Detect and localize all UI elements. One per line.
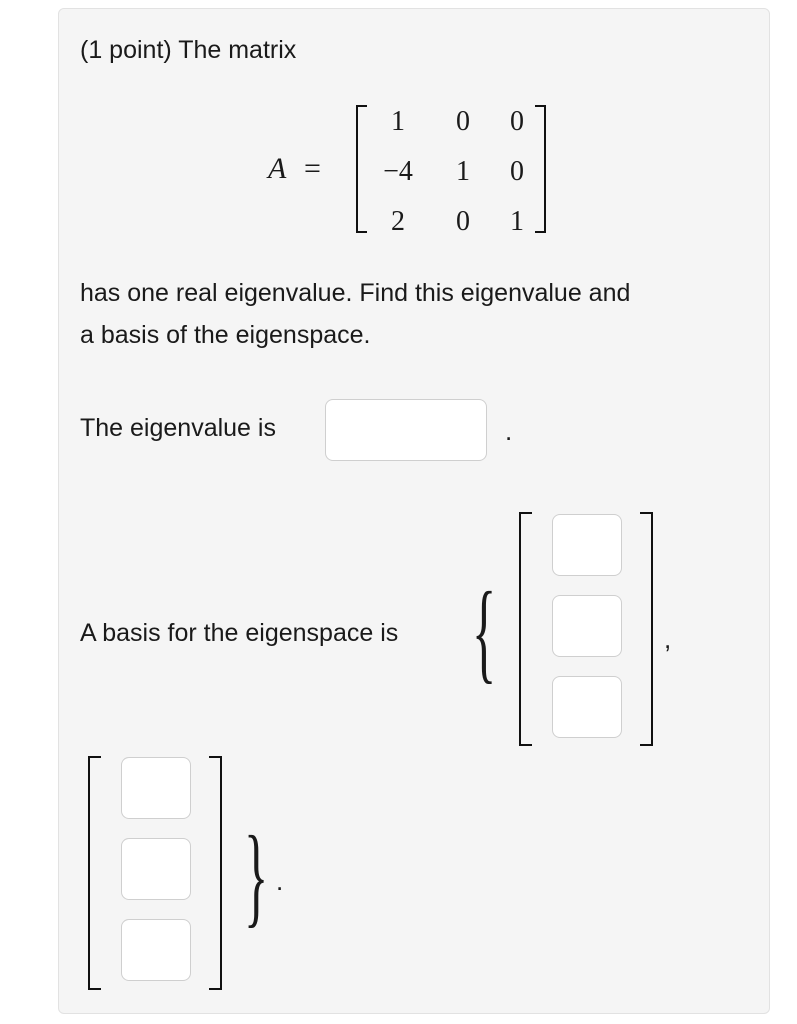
vector1-entry-3-input[interactable]: [552, 676, 622, 738]
basis-label: A basis for the eigenspace is: [80, 619, 399, 647]
vector1-entry-1-input[interactable]: [552, 514, 622, 576]
basis-separator: ,: [664, 624, 672, 654]
matrix-cell: −4: [383, 156, 413, 187]
eigenvalue-label: The eigenvalue is: [80, 414, 276, 442]
matrix-name: A: [268, 152, 287, 185]
basis-period: .: [276, 866, 284, 896]
vector2-entry-2-input[interactable]: [121, 838, 191, 900]
matrix-cell: 1: [510, 206, 524, 237]
vector2-left-bracket: [88, 756, 101, 990]
matrix-cell: 0: [456, 106, 470, 137]
eigenvalue-period: .: [505, 416, 513, 446]
problem-statement-line1: has one real eigenvalue. Find this eigenvalue and: [80, 279, 631, 307]
matrix-left-bracket: [356, 105, 367, 233]
matrix-cell: 2: [391, 206, 405, 237]
matrix-cell: 1: [456, 156, 470, 187]
vector1-right-bracket: [640, 512, 653, 746]
eigenvalue-input[interactable]: [325, 399, 487, 461]
basis-open-brace: {: [472, 570, 497, 694]
vector2-entry-3-input[interactable]: [121, 919, 191, 981]
matrix-cell: 0: [510, 106, 524, 137]
matrix-cell: 0: [510, 156, 524, 187]
vector2-right-bracket: [209, 756, 222, 990]
vector1-entry-2-input[interactable]: [552, 595, 622, 657]
vector2-entry-1-input[interactable]: [121, 757, 191, 819]
problem-statement-line2: a basis of the eigenspace.: [80, 321, 371, 349]
problem-intro: (1 point) The matrix: [80, 36, 297, 64]
vector1-left-bracket: [519, 512, 532, 746]
equals-sign: =: [304, 152, 321, 185]
matrix-cell: 1: [391, 106, 405, 137]
basis-close-brace: }: [244, 814, 269, 938]
matrix-cell: 0: [456, 206, 470, 237]
